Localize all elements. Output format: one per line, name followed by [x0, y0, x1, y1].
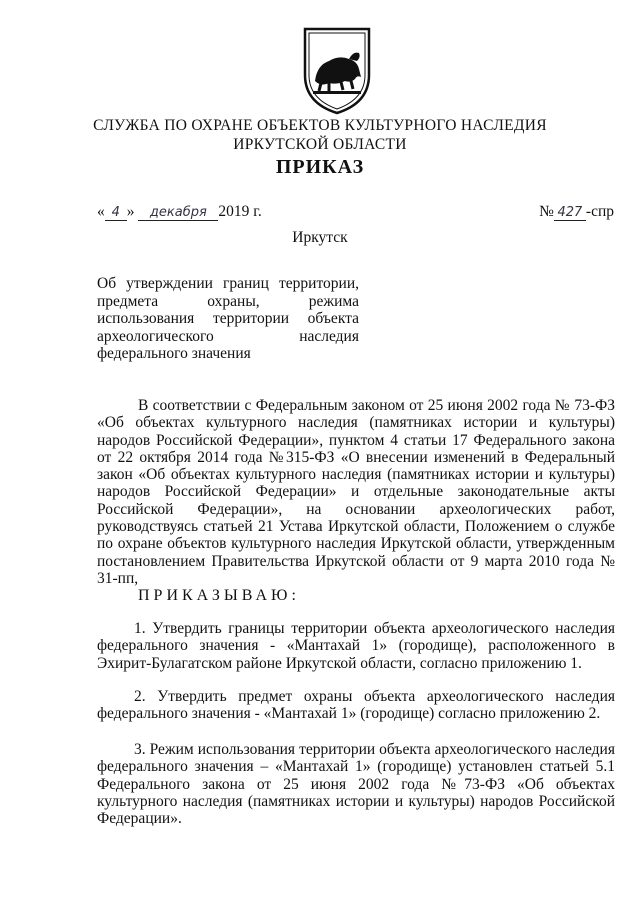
- preamble-paragraph: В соответствии с Федеральным законом от 25 июня 2002 года № 73-ФЗ «Об объектах культурного наследия (памятниках истории и культуры) народов Российской Федерации», пунктом 4 статьи 17 Федерального закона от 22 октября 2014 года №315-ФЗ «О внесении изменений в Федеральный закон «Об объектах культурного наследия (памятниках истории и культуры) народов Российской Федерации» и отдельные законодательные акты Российской Федерации», на основании археологических работ, руководствуясь статьей 21 Устава Иркутской области, Положением о службе по охране объектов культурного наследия Иркутской области, утвержденным постановлением Правительства Иркутской области от 9 марта 2010 года № 31-пп,: [97, 397, 615, 587]
- order-item-2: 2. Утвердить предмет охраны объекта археологического наследия федерального значения - «Мантахай 1» (городище) согласно приложению 2.: [97, 688, 615, 723]
- coat-of-arms-emblem: [299, 25, 375, 117]
- quote-open: «: [97, 203, 105, 220]
- order-item-3: 3. Режим использования территории объекта археологического наследия федерального значения – «Мантахай 1» (городище) установлен статьей 5.1 Федерального закона от 25 июня 2002 года №73-ФЗ «Об объектах культурного наследия (памятниках истории и культуры) народов Российской Федерации».: [97, 741, 615, 828]
- subject-line: археологического наследия: [97, 327, 359, 345]
- order-word: ПРИКАЗЫВАЮ:: [138, 587, 300, 604]
- number-sign: №: [539, 203, 554, 220]
- date-year: 2019 г.: [218, 203, 262, 220]
- subject-line: федерального значения: [97, 345, 251, 362]
- order-item-1: 1. Утвердить границы территории объекта археологического наследия федерального значения - «Мантахай 1» (городище), расположенного в Эхирит-Булагатском районе Иркутской области, согласно приложению 1.: [97, 620, 615, 672]
- quote-close: »: [126, 203, 135, 220]
- subject-block: [97, 275, 359, 363]
- subject-line: предмета охраны, режима: [97, 292, 359, 310]
- subject-line: Об утверждении границ территории,: [97, 275, 359, 292]
- document-date: [97, 203, 262, 221]
- number-suffix: -спр: [585, 203, 614, 220]
- number-value: 427: [554, 205, 586, 221]
- city: Иркутск: [292, 229, 348, 246]
- date-month: декабря: [138, 205, 218, 221]
- document-number: [539, 203, 614, 221]
- date-day: 4: [105, 205, 127, 221]
- organization-name-line2: ИРКУТСКОЙ ОБЛАСТИ: [233, 136, 407, 153]
- document-type-title: ПРИКАЗ: [275, 156, 365, 178]
- organization-name-line1: СЛУЖБА ПО ОХРАНЕ ОБЪЕКТОВ КУЛЬТУРНОГО НАСЛЕДИЯ: [93, 117, 547, 134]
- subject-line: использования территории объекта: [97, 310, 359, 327]
